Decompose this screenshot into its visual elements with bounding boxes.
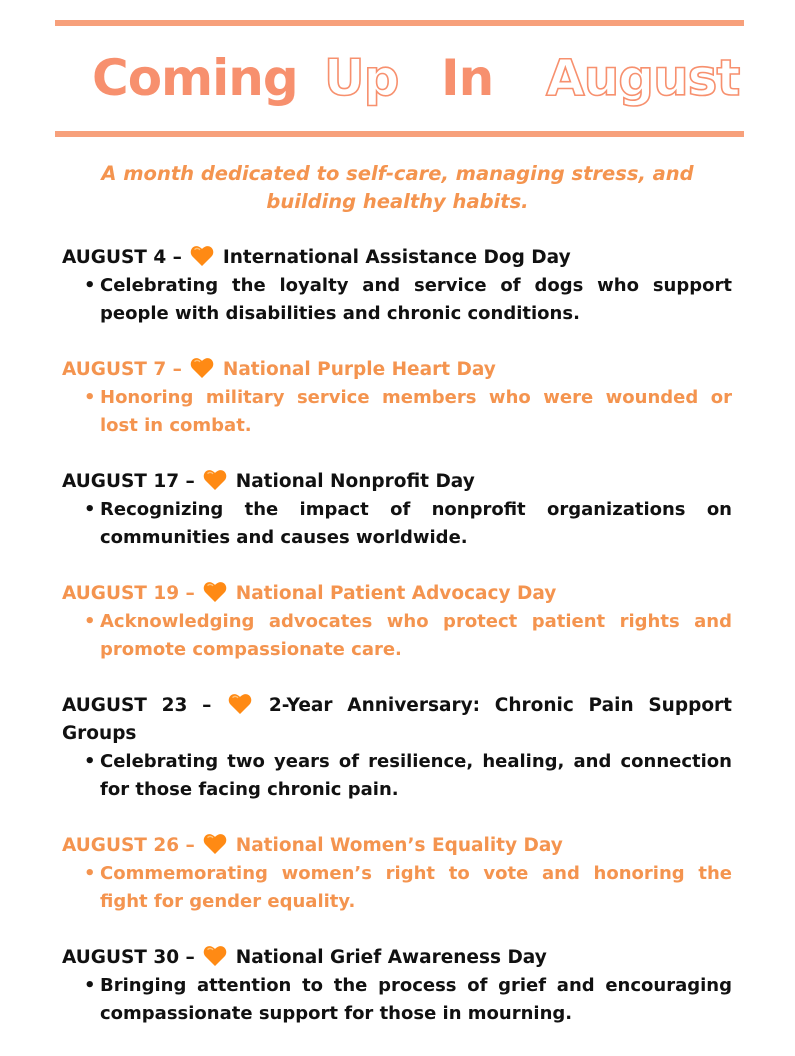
orange-heart-icon	[203, 833, 227, 855]
event-description-text: Bringing attention to the process of grief and encouraging compassionate support for those in mourning.	[100, 975, 732, 1024]
event-description	[84, 496, 732, 552]
orange-heart-icon	[228, 693, 252, 715]
event-date: AUGUST 26 –	[62, 835, 195, 856]
event-description	[84, 748, 732, 804]
event-date: AUGUST 17 –	[62, 471, 195, 492]
event-description-text: Commemorating women’s right to vote and honoring the fight for gender equality.	[100, 863, 732, 912]
event-description-text: Celebrating the loyalty and service of dogs who support people with disabilities and chronic conditions.	[100, 275, 732, 324]
event-date: AUGUST 23 –	[62, 695, 212, 716]
orange-heart-icon	[190, 357, 214, 379]
event-name: 2-Year Anniversary: Chronic Pain Support Groups	[62, 695, 732, 744]
event-name: National Patient Advocacy Day	[235, 583, 557, 604]
event-name: International Assistance Dog Day	[222, 247, 571, 268]
bullet-dot: •	[84, 275, 96, 296]
event-description-text: Acknowledging advocates who protect patient rights and promote compassionate care.	[100, 611, 732, 660]
event-name: National Purple Heart Day	[222, 359, 496, 380]
event-heading	[62, 944, 732, 972]
event-heading	[62, 692, 732, 748]
event-item	[62, 468, 732, 552]
event-description	[84, 384, 732, 440]
event-description	[84, 272, 732, 328]
top-divider	[55, 20, 744, 26]
event-date: AUGUST 19 –	[62, 583, 195, 604]
bullet-dot: •	[84, 387, 96, 408]
event-name: National Nonprofit Day	[235, 471, 475, 492]
orange-heart-icon	[190, 245, 214, 267]
event-item	[62, 944, 732, 1028]
event-heading	[62, 832, 732, 860]
event-item	[62, 692, 732, 804]
event-description	[84, 972, 732, 1028]
orange-heart-icon	[203, 469, 227, 491]
event-heading	[62, 244, 732, 272]
event-heading	[62, 580, 732, 608]
bullet-dot: •	[84, 499, 96, 520]
title-word-august: August	[546, 49, 740, 107]
event-item	[62, 832, 732, 916]
event-name: National Women’s Equality Day	[235, 835, 563, 856]
orange-heart-icon	[203, 581, 227, 603]
subtitle: A month dedicated to self-care, managing stress, and building healthy habits.	[101, 162, 694, 213]
bullet-dot: •	[84, 751, 96, 772]
event-heading	[62, 356, 732, 384]
title-word-up: Up	[324, 49, 399, 107]
bottom-divider	[55, 131, 744, 137]
title-word-in: In	[441, 49, 494, 107]
title-word-coming: Coming	[92, 49, 298, 107]
bullet-dot: •	[84, 975, 96, 996]
event-description-text: Recognizing the impact of nonprofit organizations on communities and causes worldwide.	[100, 499, 732, 548]
event-date: AUGUST 4 –	[62, 247, 182, 268]
event-item	[62, 244, 732, 328]
event-item	[62, 356, 732, 440]
bullet-dot: •	[84, 611, 96, 632]
event-description	[84, 860, 732, 916]
event-list	[62, 244, 732, 1056]
event-item	[62, 580, 732, 664]
orange-heart-icon	[203, 945, 227, 967]
event-date: AUGUST 30 –	[62, 947, 195, 968]
event-name: National Grief Awareness Day	[235, 947, 547, 968]
event-description-text: Honoring military service members who were wounded or lost in combat.	[100, 387, 732, 436]
event-description	[84, 608, 732, 664]
event-description-text: Celebrating two years of resilience, healing, and connection for those facing chronic pain.	[100, 751, 732, 800]
bullet-dot: •	[84, 863, 96, 884]
event-date: AUGUST 7 –	[62, 359, 182, 380]
event-heading	[62, 468, 732, 496]
